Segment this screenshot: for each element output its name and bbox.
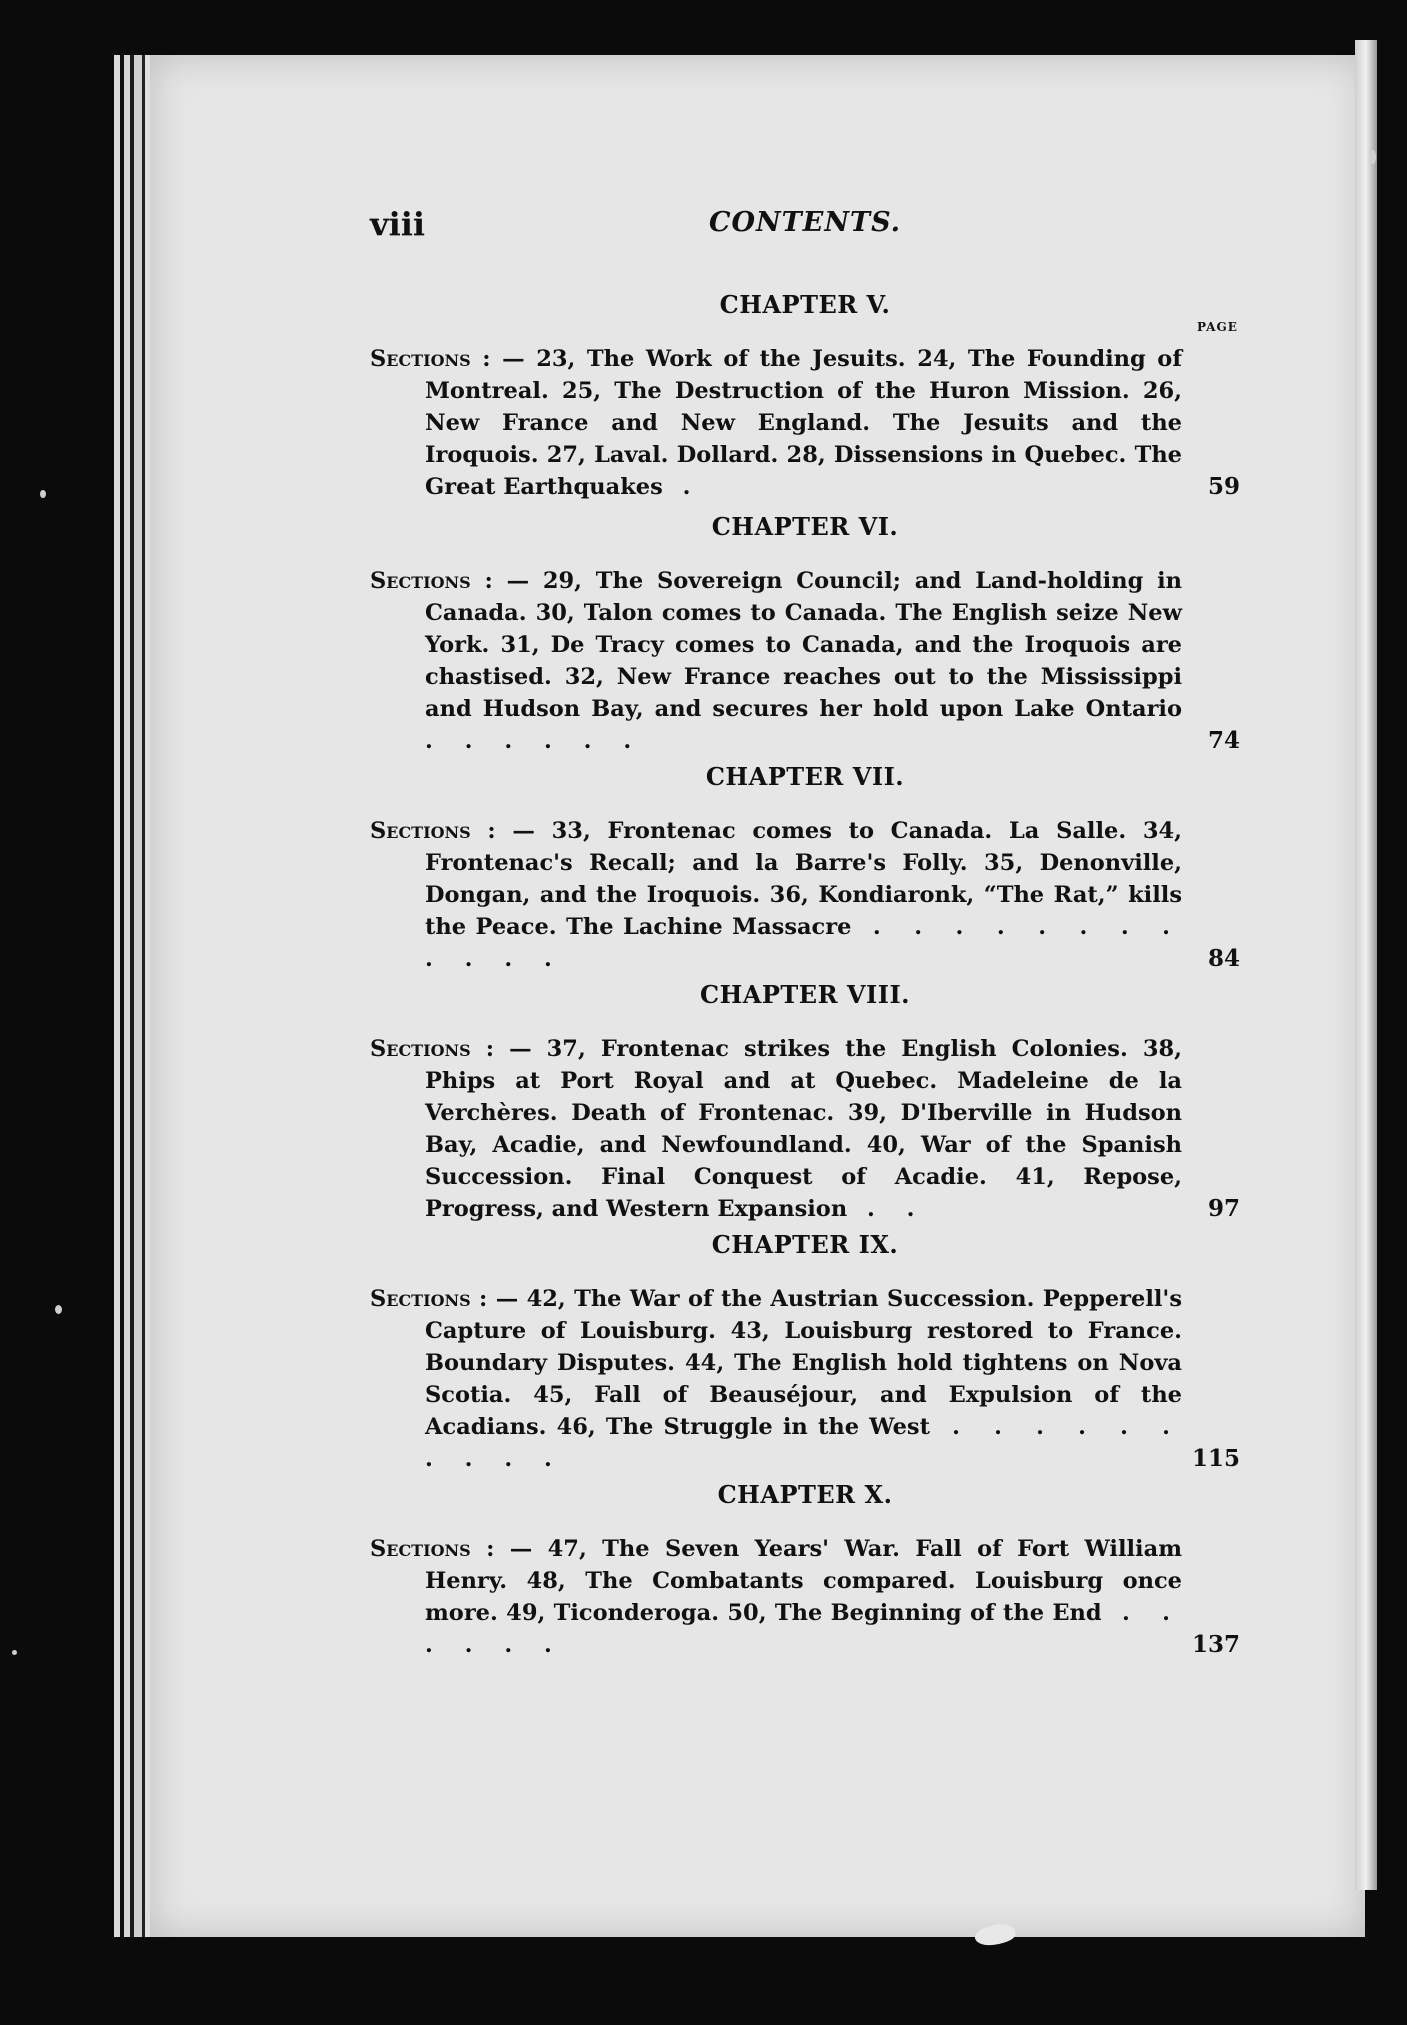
chapter-sections xyxy=(370,565,1240,757)
dot-leader: . . xyxy=(847,1196,927,1222)
chapter-sections xyxy=(370,1283,1240,1475)
sections-text: — 42, The War of the Austrian Succession. Pepperell's Capture of Louisburg. 43, Louisburg restored to France. Boundary Disputes. 44, The English hold tightens on Nova Scotia. 45, Fall of Beauséjour, and Expulsion of the Acadians. 46, The Struggle in the West xyxy=(425,1286,1182,1440)
sections-text: — 37, Frontenac strikes the English Colonies. 38, Phips at Port Royal and at Quebec. Madeleine de la Verchères. Death of Frontenac. 39, D'Iberville in Hudson Bay, Acadie, and Newfoundland. 40, War of the Spanish Succession. Final Conquest of Acadie. 41, Repose, Progress, and Western Expansion xyxy=(425,1036,1182,1222)
chapter-title: CHAPTER VI. xyxy=(711,512,899,541)
scan-speck xyxy=(55,1305,62,1314)
book-binding xyxy=(108,55,153,1937)
sections-text: — 33, Frontenac comes to Canada. La Salle. 34, Frontenac's Recall; and la Barre's Folly. 35, Denonville, Dongan, and the Iroquois. 36, Kondiaronk, “The Rat,” kills the Peace. The Lachine Massacre xyxy=(425,818,1183,940)
sections-label: Sections : xyxy=(370,568,493,594)
page-column-label: PAGE xyxy=(1197,320,1238,334)
running-head xyxy=(370,205,1240,245)
page-number: 115 xyxy=(1191,1445,1240,1472)
sections-label: Sections : xyxy=(370,818,496,844)
page-number: 84 xyxy=(1207,945,1240,972)
scan-speck xyxy=(40,490,46,498)
chapter-entry xyxy=(370,290,1240,503)
chapter-sections xyxy=(370,1033,1240,1225)
page-edge xyxy=(1355,40,1377,1890)
page-folio: viii xyxy=(370,205,426,243)
chapter-entry xyxy=(370,1480,1240,1661)
chapter-title: CHAPTER V. xyxy=(719,290,891,319)
chapter-title: CHAPTER VII. xyxy=(705,762,905,791)
chapter-title: CHAPTER X. xyxy=(717,1480,893,1509)
page-number: 137 xyxy=(1191,1631,1240,1658)
dot-leader: . . . . . . xyxy=(425,1600,1182,1658)
sections-text: — 47, The Seven Years' War. Fall of Fort William Henry. 48, The Combatants compared. Louisburg once more. 49, Ticonderoga. 50, The Beginning of the End xyxy=(425,1536,1182,1626)
dot-leader: . . . . . . xyxy=(425,728,644,754)
dot-leader: . . . . . . . . . . . . xyxy=(425,914,1182,972)
scan-speck xyxy=(12,1650,17,1655)
sections-label: Sections : xyxy=(370,346,491,372)
sections-text: — 29, The Sovereign Council; and Land-holding in Canada. 30, Talon comes to Canada. The English seize New York. 31, De Tracy comes to Canada, and the Iroquois are chastised. 32, New France reaches out to the Mississippi and Hudson Bay, and secures her hold upon Lake Ontario xyxy=(425,568,1182,722)
running-title: CONTENTS. xyxy=(708,207,902,238)
dot-leader: . . . . . . . . . . xyxy=(425,1414,1183,1472)
sections-label: Sections : xyxy=(370,1286,488,1312)
page-number: 59 xyxy=(1207,473,1240,500)
chapter-sections xyxy=(370,815,1240,975)
dot-leader: . xyxy=(662,474,703,500)
chapter-title: CHAPTER IX. xyxy=(711,1230,899,1259)
chapter-entry xyxy=(370,980,1240,1225)
scan-speck xyxy=(1370,150,1376,164)
sections-text: — 23, The Work of the Jesuits. 24, The Founding of Montreal. 25, The Destruction of the Huron Mission. 26, New France and New England. The Jesuits and the Iroquois. 27, Laval. Dollard. 28, Dissensions in Quebec. The Great Earthquakes xyxy=(425,346,1182,500)
chapter-entry xyxy=(370,1230,1240,1475)
page-number: 74 xyxy=(1207,727,1240,754)
chapter-sections xyxy=(370,1533,1240,1661)
chapter-entry xyxy=(370,512,1240,757)
chapter-title: CHAPTER VIII. xyxy=(699,980,911,1009)
sections-label: Sections : xyxy=(370,1036,495,1062)
sections-label: Sections : xyxy=(370,1536,495,1562)
page-number: 97 xyxy=(1207,1195,1240,1222)
chapter-sections xyxy=(370,343,1240,503)
chapter-entry xyxy=(370,762,1240,975)
